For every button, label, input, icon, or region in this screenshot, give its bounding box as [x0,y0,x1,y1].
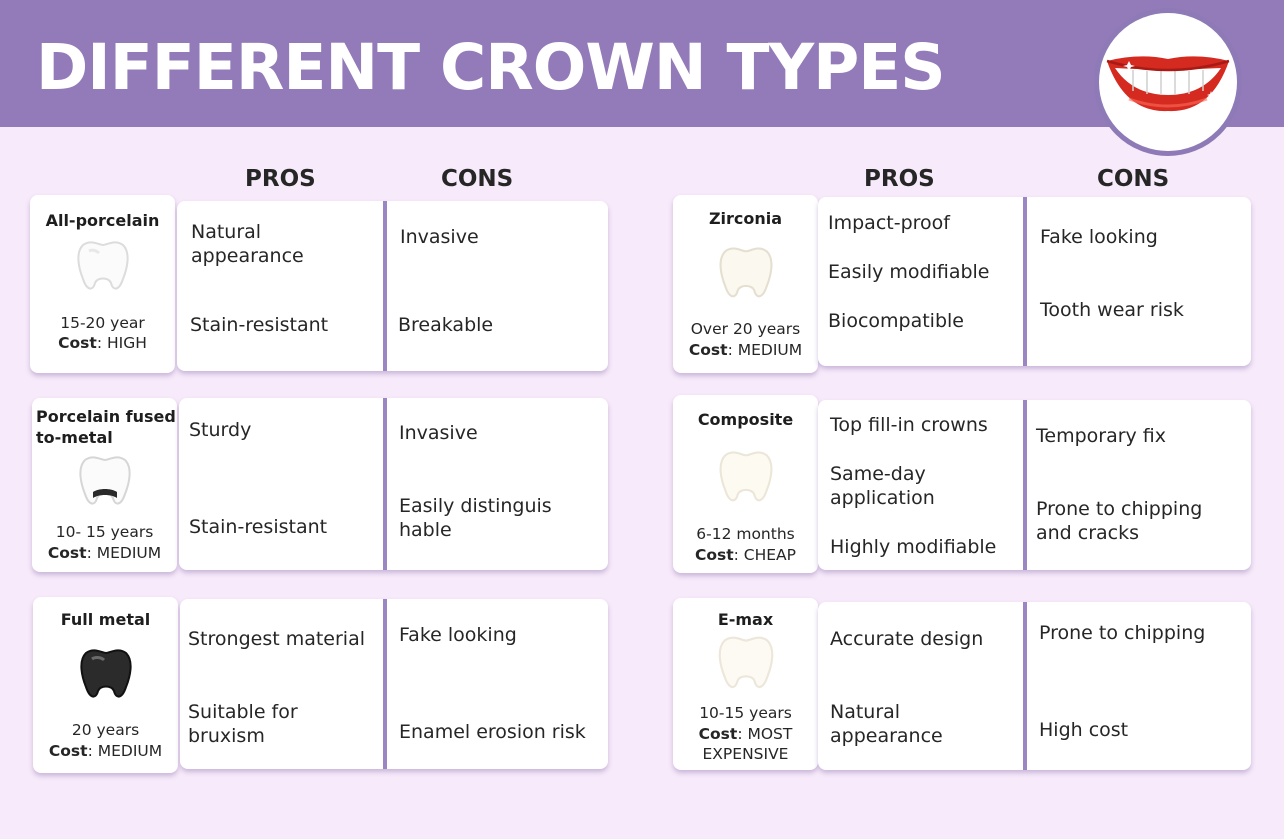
pro-item: Stain-resistant [190,314,329,336]
pro-item: Accurate design [830,628,984,650]
crown-name: All-porcelain [45,211,160,230]
pro-item: Stain-resistant [189,516,328,538]
pro-item: Strongest material [188,628,366,650]
crown-duration: 6-12 months [696,525,795,543]
pros-cons-card [180,599,608,769]
crown-type-card [673,195,818,373]
con-item: Invasive [399,422,478,444]
cons-header-left: CONS [441,166,514,192]
con-item: High cost [1039,719,1129,741]
tooth-crown-icon [75,454,135,510]
crown-name: Composite [697,410,794,429]
pro-item: Impact-proof [828,212,950,234]
crown-cost: Cost: MEDIUM [688,341,803,359]
crown-name: Zirconia [708,209,783,228]
pro-item: Biocompatible [828,310,964,332]
crown-duration: Over 20 years [690,320,801,338]
crown-duration: 10-15 years [699,704,792,722]
crown-duration: 10- 15 years [55,523,154,541]
tooth-crown-icon [715,245,777,303]
pros-cons-card [179,398,608,570]
pros-cons-card [818,197,1251,366]
con-item: Temporary fix [1036,425,1167,447]
con-item: Tooth wear risk [1040,299,1184,321]
crown-type-card [33,597,178,773]
pros-cons-card [818,400,1251,570]
crown-name: E-max [717,610,774,629]
pros-cons-card [177,201,608,371]
tooth-crown-icon [714,634,778,694]
tooth-crown-icon [73,239,133,295]
pros-cons-divider [1023,400,1027,570]
con-item: Easily distinguis hable [399,495,552,541]
con-item: Enamel erosion risk [399,721,586,743]
pros-cons-divider [383,201,387,371]
tooth-crown-icon [76,647,136,703]
crown-type-card [673,395,818,573]
crown-cost: Cost: MEDIUM [48,742,163,760]
pros-cons-divider [383,599,387,769]
crown-type-card [32,398,177,572]
pros-cons-card [818,602,1251,770]
con-item: Breakable [398,314,494,336]
pro-item: Highly modifiable [830,536,997,558]
crown-cost: Cost: HIGH [58,334,147,352]
pros-cons-divider [1023,197,1027,366]
pros-header-left: PROS [245,166,316,192]
pro-item: Same-day application [830,463,935,509]
pro-item: Sturdy [189,419,252,441]
con-item: Fake looking [399,624,517,646]
pro-item: Natural appearance [830,701,943,747]
pro-item: Natural appearance [191,221,304,267]
crown-type-card [673,598,818,770]
pro-item: Easily modifiable [828,261,990,283]
cons-header-right: CONS [1097,166,1170,192]
crown-name: Full metal [60,610,151,629]
pros-cons-divider [383,398,387,570]
pros-header-right: PROS [864,166,935,192]
con-item: Prone to chipping [1039,622,1206,644]
con-item: Prone to chipping and cracks [1036,498,1203,544]
pro-item: Suitable for bruxism [188,701,298,747]
crown-cost: Cost: MOST EXPENSIVE [698,725,793,763]
crown-duration: 20 years [71,721,140,739]
crown-cost: Cost: CHEAP [694,546,797,564]
crown-name: Porcelain fused to-metal [36,407,176,447]
con-item: Invasive [400,226,479,248]
pros-cons-divider [1023,602,1027,770]
crown-duration: 15-20 year [60,314,145,332]
crown-type-card [30,195,175,373]
pro-item: Top fill-in crowns [830,414,988,436]
con-item: Fake looking [1040,226,1158,248]
tooth-crown-icon [715,449,777,507]
crown-cost: Cost: MEDIUM [47,544,162,562]
page-title: DIFFERENT CROWN TYPES [36,31,945,104]
smile-lips-icon [1094,8,1242,156]
